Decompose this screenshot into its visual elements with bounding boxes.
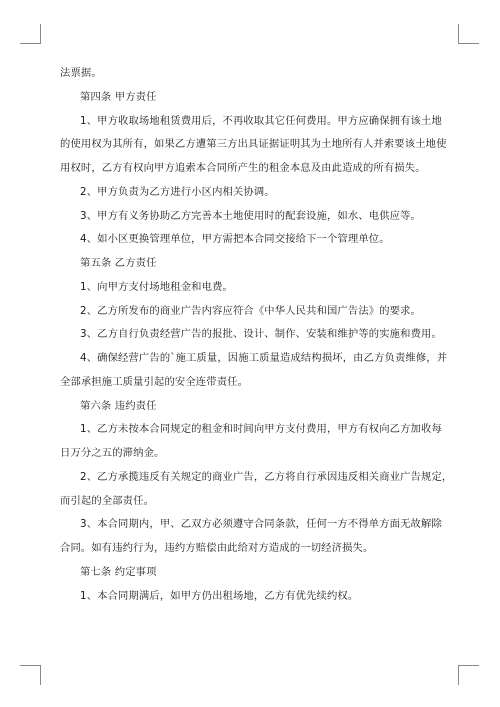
body-line: 日万分之五的滞纳金。	[60, 447, 165, 459]
body-line: 4、确保经营广告的`施工质量，因施工质量造成结构损坏，由乙方负责维修，并	[80, 352, 448, 364]
body-line: 1、乙方未按本合同规定的租金和时间向甲方支付费用，甲方有权向乙方加收每	[80, 423, 442, 436]
article-heading: 第六条 违约责任	[80, 399, 157, 412]
body-line: 2、甲方负责为乙方进行小区内相关协调。	[80, 185, 275, 198]
body-line: 全部承担施工质量引起的安全连带责任。	[60, 375, 249, 388]
article-heading: 第五条 乙方责任	[80, 257, 157, 269]
body-line: 1、向甲方支付场地租金和电费。	[80, 280, 233, 293]
body-line: 4、如小区更换管理单位，甲方需把本合同交接给下一个管理单位。	[80, 233, 390, 246]
body-line: 用权时，乙方有权向甲方追索本合同所产生的租金本息及由此造成的所有损失。	[60, 162, 426, 174]
body-line: 的使用权为其所有，如果乙方遭第三方出具证据证明其为土地所有人并索要该土地使	[60, 138, 447, 151]
document-body	[60, 62, 453, 608]
body-line: 1、甲方收取场地租赁费用后，不再收取其它任何费用。甲方应确保拥有该土地	[80, 114, 442, 127]
body-line: 3、本合同期内，甲、乙双方必须遵守合同条款，任何一方不得单方面无故解除	[80, 518, 442, 531]
article-heading: 第七条 约定事项	[80, 565, 157, 578]
body-line: 而引起的全部责任。	[60, 494, 155, 507]
body-line: 3、乙方自行负责经营广告的报批、设计、制作、安装和维护等的实施和费用。	[80, 328, 442, 341]
article-heading: 第四条 甲方责任	[80, 90, 157, 103]
body-line: 3、甲方有义务协助乙方完善本土地使用时的配套设施，如水、电供应等。	[80, 209, 421, 222]
body-line: 2、乙方所发布的商业广告内容应符合《中华人民共和国广告法》的要求。	[80, 304, 421, 317]
body-line: 合同。如有违约行为，违约方赔偿由此给对方造成的一切经济损失。	[60, 542, 374, 554]
body-line: 1、本合同期满后，如甲方仍出租场地，乙方有优先续约权。	[80, 589, 359, 602]
body-line: 2、乙方承揽违反有关规定的商业广告，乙方将自行承因违反相关商业广告规定，	[80, 470, 453, 483]
body-line: 法票据。	[60, 67, 102, 79]
